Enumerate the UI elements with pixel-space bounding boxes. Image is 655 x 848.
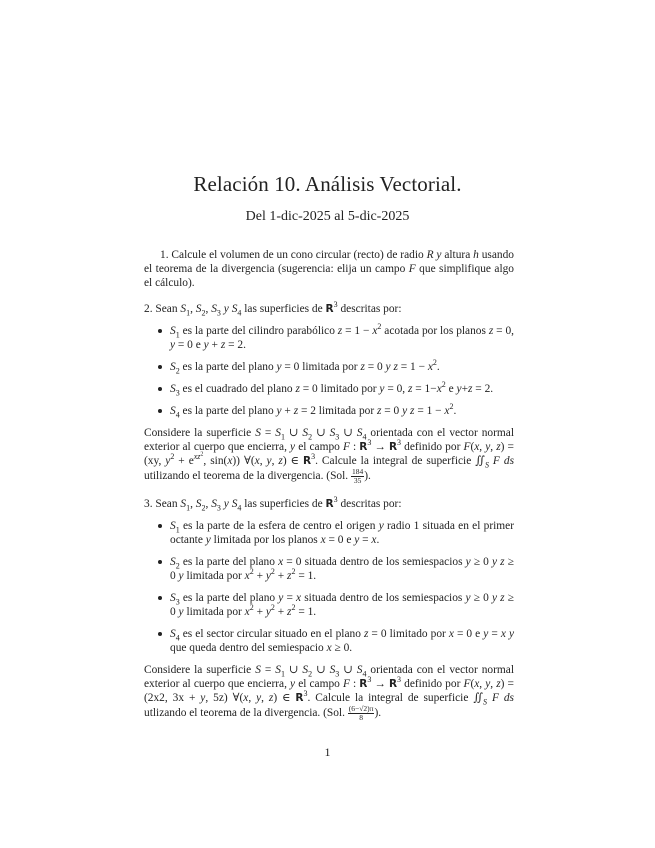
problem-2-conclusion: Considere la superficie $S = S_1$ ∪ $S_2$ ∪ $S_3$ ∪ $S_4$ orientada con el vector normal exterior al cuerpo que encierra, y el campo F : $R^3 \to R^3$ definido por F(x, y, z) = (xy, $y^2 + e^{xz^2}$, sin(x)) ∀(x, y, z) ∈ $R^3$. Calcule la integral de superficie $∬_S$ F ds utilizando el teorema de la divergencia. (Sol. $\frac{184}{35}$ ). [144, 427, 515, 485]
list-item: $S_3$ es el cuadrado del plano z = 0 limitado por y = 0, $z = 1-x^2$ e y+z = 2. [144, 382, 514, 396]
document-title: Relación 10. Análisis Vectorial. [193, 172, 462, 196]
list-item: $S_1$ es la parte del cilindro parabólico $z = 1 - x^2$ acotada por los planos z = 0, y = 0 e y + z = 2. [144, 324, 514, 352]
problem-2-intro: 2. Sean $S_1$, $S_2$, $S_3$ y $S_4$ las superficies de $R^3$ descritas por: [144, 300, 402, 318]
problem-3-intro: 3. Sean $S_1$, $S_2$, $S_3$ y $S_4$ las superficies de $R^3$ descritas por: [144, 495, 402, 513]
problem-1: 1. Calcule el volumen de un cono circular (recto) de radio R y altura h usando el teorema de la divergencia (sugerencia: elija un campo F que simplifique algo el cálculo). [144, 249, 514, 289]
list-item: $S_1$ es la parte de la esfera de centro el origen y radio 1 situada en el primer octante y limitada por los planos x = 0 e y = x. [144, 519, 514, 547]
list-item: $S_3$ es la parte del plano y = x situada dentro de los semiespacios y ≥ 0 y z ≥ 0 y limitada por $x^2 + y^2 + z^2 = 1$. [144, 591, 514, 619]
problem-2-list [144, 324, 514, 418]
problem-3-list [144, 519, 514, 655]
document-date: Del 1-dic-2025 al 5-dic-2025 [245, 209, 410, 224]
problem-3-conclusion: Considere la superficie $S = S_1$ ∪ $S_2$ ∪ $S_3$ ∪ $S_4$ orientada con el vector normal exterior al cuerpo que encierra, y el campo F : $R^3 \to R^3$ definido por F(x, y, z) = (2x2, 3x + y, 5z) ∀(x, y, z) ∈ $R^3$. Calcule la integral de superficie $∬_S$ F ds utlizando el teorema de la divergencia. (Sol. $\frac{(6-√2)\pi}{8}$ ). [144, 664, 514, 722]
list-item: $S_4$ es la parte del plano y + z = 2 limitada por z = 0 y $z = 1 - x^2$. [144, 404, 514, 418]
list-item: $S_2$ es la parte del plano x = 0 situada dentro de los semiespacios y ≥ 0 y z ≥ 0 y limitada por $x^2 + y^2 + z^2 = 1$. [144, 555, 514, 583]
list-item: $S_2$ es la parte del plano y = 0 limitada por z = 0 y $z = 1 - x^2$. [144, 360, 514, 374]
list-item: $S_4$ es el sector circular situado en el plano z = 0 limitado por x = 0 e y = x y que queda dentro del semiespacio x ≥ 0. [144, 627, 514, 655]
document-body [144, 248, 514, 722]
page-number: 1 [324, 745, 331, 759]
